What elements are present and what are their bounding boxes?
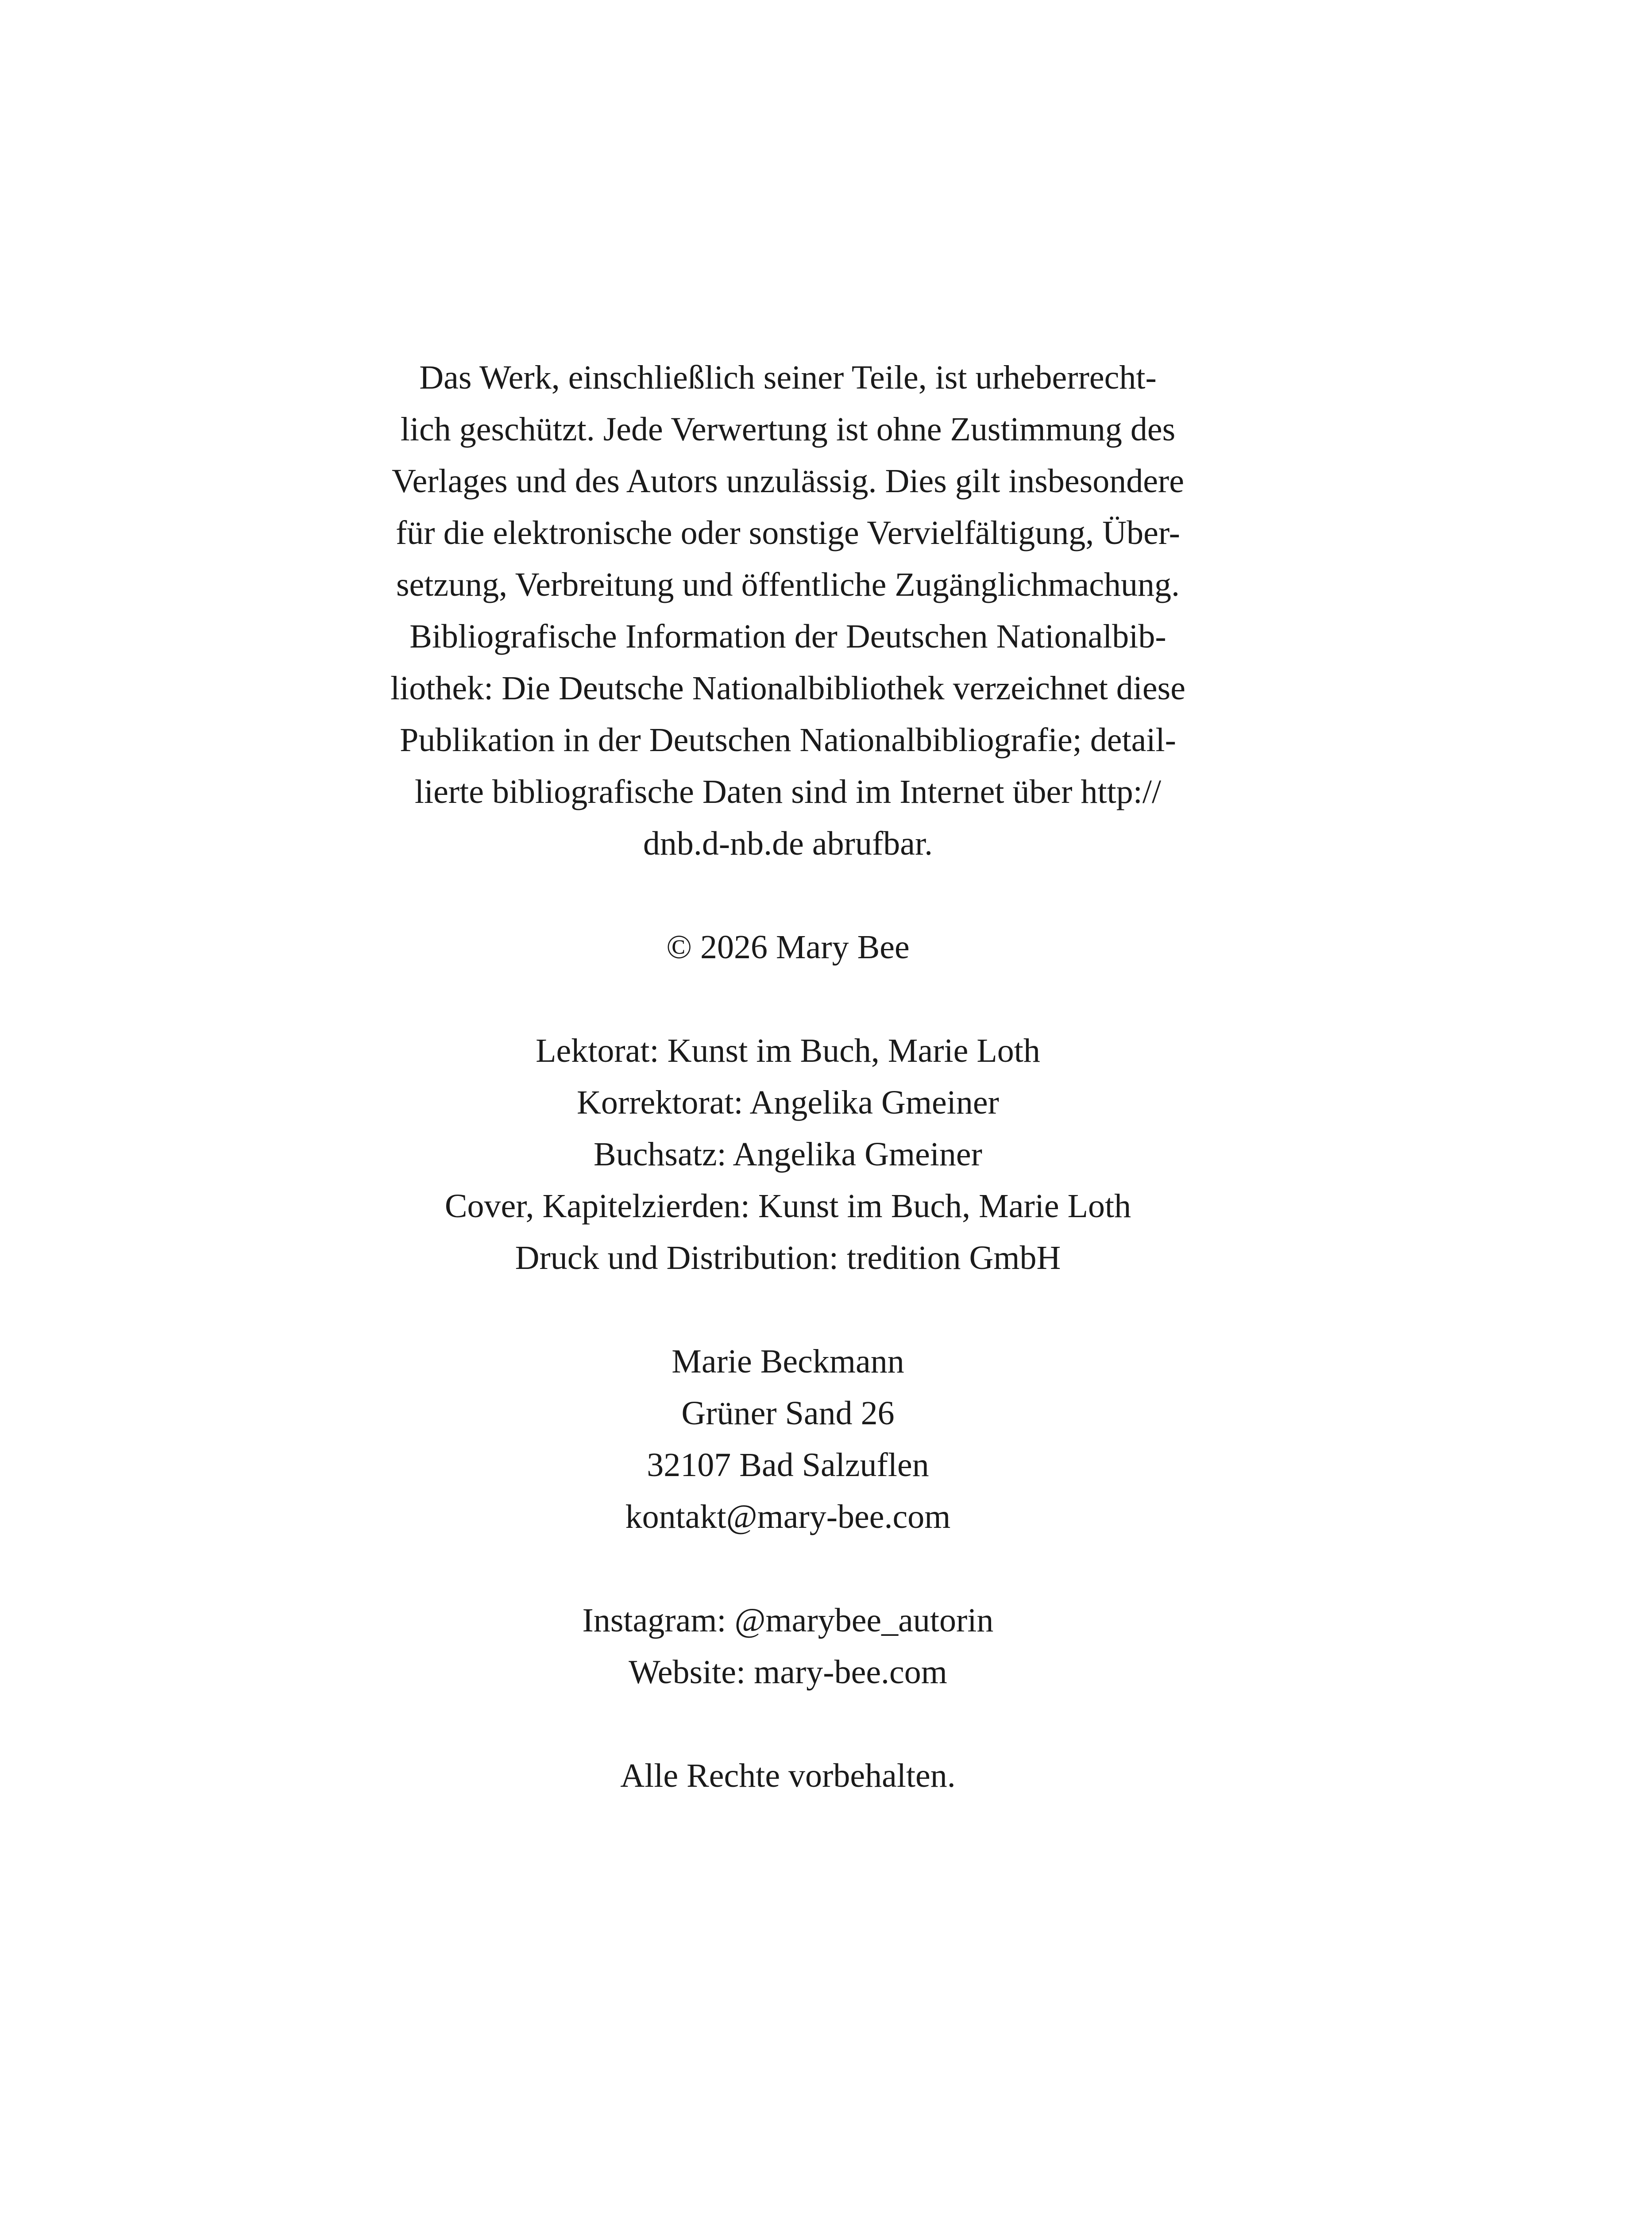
credit-line: Lektorat: Kunst im Buch, Marie Loth xyxy=(536,1032,1040,1069)
bibliographic-line: liothek: Die Deutsche Nationalbibliothek verzeichnet diese xyxy=(390,670,1185,707)
notice-line: lich geschützt. Jede Verwertung ist ohne Zustimmung des xyxy=(400,411,1176,448)
bibliographic-information xyxy=(305,611,1270,870)
credit-line: Druck und Distribution: tredition GmbH xyxy=(515,1239,1061,1276)
imprint-content xyxy=(305,352,1270,1802)
bibliographic-line: dnb.d-nb.de abrufbar. xyxy=(643,825,933,862)
social-block xyxy=(305,1595,1270,1698)
bibliographic-line: Publikation in der Deutschen Nationalbibliografie; detail- xyxy=(400,721,1176,759)
bibliographic-line: Bibliografische Information der Deutschen Nationalbib- xyxy=(409,618,1166,655)
rights-reserved: Alle Rechte vorbehalten. xyxy=(620,1757,956,1794)
spacer xyxy=(305,870,1270,921)
notice-line: Verlages und des Autors unzulässig. Dies gilt insbesondere xyxy=(392,463,1184,500)
address-street: Grüner Sand 26 xyxy=(681,1395,895,1432)
bibliographic-line: lierte bibliografische Daten sind im Internet über http:// xyxy=(414,773,1162,810)
spacer xyxy=(305,1698,1270,1750)
address-email: kontakt@mary-bee.com xyxy=(625,1498,951,1535)
address-block xyxy=(305,1336,1270,1543)
credit-line: Cover, Kapitelzierden: Kunst im Buch, Marie Loth xyxy=(444,1187,1131,1225)
website-line: Website: mary-bee.com xyxy=(629,1654,947,1691)
notice-line: Das Werk, einschließlich seiner Teile, ist urheberrecht- xyxy=(419,359,1157,396)
credit-line: Buchsatz: Angelika Gmeiner xyxy=(594,1136,982,1173)
notice-line: setzung, Verbreitung und öffentliche Zugänglichmachung. xyxy=(396,566,1180,603)
spacer xyxy=(305,973,1270,1025)
spacer xyxy=(305,1543,1270,1595)
address-city: 32107 Bad Salzuflen xyxy=(647,1446,929,1484)
copyright-line: © 2026 Mary Bee xyxy=(666,929,910,966)
credit-line: Korrektorat: Angelika Gmeiner xyxy=(577,1084,999,1121)
spacer xyxy=(305,1284,1270,1336)
credits-block xyxy=(305,1025,1270,1284)
address-name: Marie Beckmann xyxy=(672,1343,904,1380)
copyright-notice xyxy=(305,352,1270,611)
notice-line: für die elektronische oder sonstige Vervielfältigung, Über- xyxy=(396,514,1180,551)
instagram-line: Instagram: @marybee_autorin xyxy=(582,1602,994,1639)
